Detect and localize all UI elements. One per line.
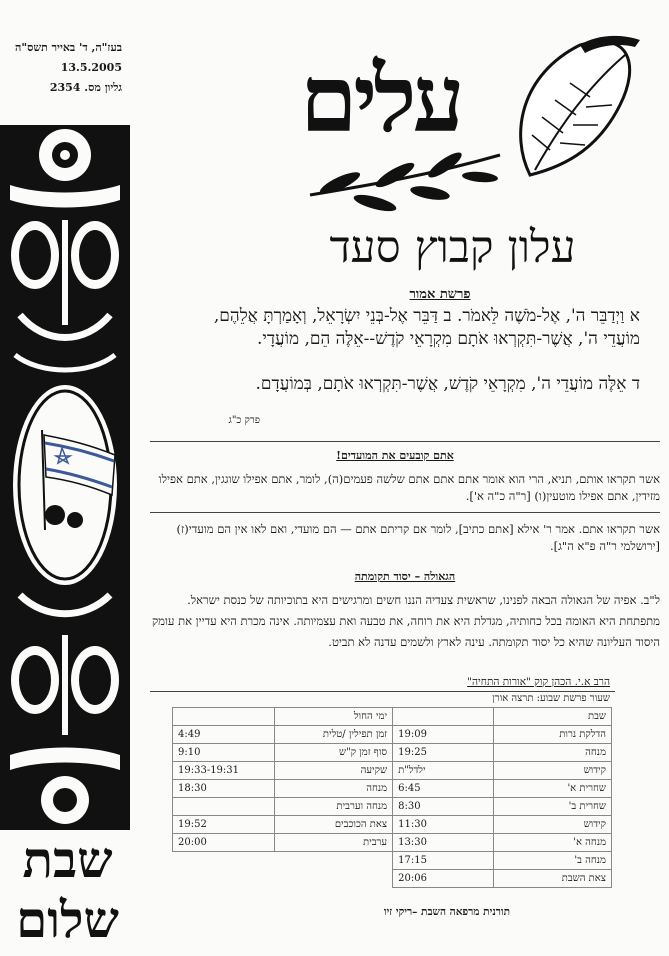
divider: [150, 512, 660, 513]
section1-title: אתם קובעים את המועדים!: [336, 449, 454, 462]
shabbat-header: שבת: [494, 708, 612, 726]
section2-title: הגאולה – יסוד תקומתה: [354, 570, 456, 583]
section1-para1: אשר תקראו אותם, תניא, הרי הוא אומר אתם אתם אתם שלשה פעמים(ה), לומר, אתם אפילו שוגגין, אתם אפילו מזידין, אתם אפילו מוטעין(ו) [ר"ה כ"ה א'].: [158, 472, 660, 503]
ornament-icon: [0, 125, 130, 830]
chapter-ref: פרק כ"ג: [228, 415, 260, 426]
schedule-caption: שעור פרשת שבוע: תרצה אורן: [492, 693, 610, 704]
section2-para: ל"ב. אפיה של הגאולה הבאה לפנינו, שראשית צעדיה הננו חשים ומרגישים היא בתוכיותה של כנסת ישראל. מתפתחת היא האומה בכל כחותיה, מגדלת היא את רוחה, את טבעה ואת עצמיותה. אינה מכרת היא עדיין את עומק היסוד העליונה שהיא כל יסוד תקומתה. עינה לארץ ולשמים עדנה לא תביט.: [152, 593, 660, 649]
schedule-table: [172, 707, 612, 888]
divider: [150, 441, 660, 442]
issue-meta: [10, 38, 122, 98]
divider: [150, 691, 615, 692]
table-row: קידוש ילדל"ת שקיעה 19:33-19:31: [173, 762, 612, 780]
logo-subtitle: עלון קבוץ סעד: [329, 222, 576, 273]
hebrew-date: בעז"ה, ד' באייר תשס"ה: [15, 41, 122, 54]
signoff: תורנית מרפאה השבת –ריקי זיו: [383, 906, 510, 918]
table-row: מנחה 19:25 סוף זמן ק"ש 9:10: [173, 744, 612, 762]
table-row: צאת השבת 20:06: [173, 870, 612, 888]
parasha-title: פרשת אמור: [409, 287, 471, 302]
section1-para2: אשר תקראו אתם. אמר ר' אילא [אתם כתיב], לומר אם קריתם אתם — הם מועדי, ואם לאו אין הם מועדי(ז) [ירושלמי ר"ה פ"א ה"ג].: [176, 522, 660, 553]
table-row: מנחה ב' 17:15: [173, 852, 612, 870]
table-row: שחרית ב' 8:30 מנחה וערבית: [173, 798, 612, 816]
logo-title: עלים: [300, 45, 461, 153]
gregorian-date: 13.5.2005: [60, 61, 122, 74]
weekday-header: ימי החול: [274, 708, 393, 726]
section2-signature: הרב א.י. הכהן קוק "אורות התחיה": [467, 676, 610, 688]
times-table: [172, 707, 612, 888]
decorative-sidebar: [0, 125, 130, 830]
verse-2: ד אֵלֶּה מוֹעֲדֵי ה', מִקְרָאֵי קֹדֶשׁ, אֲשֶׁר-תִּקְרְאוּ אֹתָם, בְּמוֹעֲדָם.: [255, 374, 640, 394]
table-row: מנחה א' 13:30 ערבית 20:00: [173, 834, 612, 852]
issue-number: גליון מס. 2354: [49, 81, 122, 94]
verse-1: א וַיְדַבֵּר ה', אֶל-מֹשֶׁה לֵּאמֹר. ב דַּבֵּר אֶל-בְּנֵי יִשְׂרָאֵל, וְאָמַרְתָּ אֲלֵהֶם, מוֹעֲדֵי ה', אֲשֶׁר-תִּקְרְאוּ אֹתָם מִקְרָאֵי קֹדֶשׁ--אֵלֶּה הֵם, מוֹעֲדָי.: [213, 306, 640, 349]
shabbat-shalom: [0, 830, 135, 950]
table-row: הדלקת נרות 19:09 זמן תפילין /טלית 4:49: [173, 726, 612, 744]
shalom-word: שלום: [16, 890, 119, 949]
table-row: שחרית א' 6:45 מנחה 18:30: [173, 780, 612, 798]
table-row: קידוש 11:30 צאת הכוכבים 19:52: [173, 816, 612, 834]
shabbat-word: שבת: [22, 830, 113, 889]
